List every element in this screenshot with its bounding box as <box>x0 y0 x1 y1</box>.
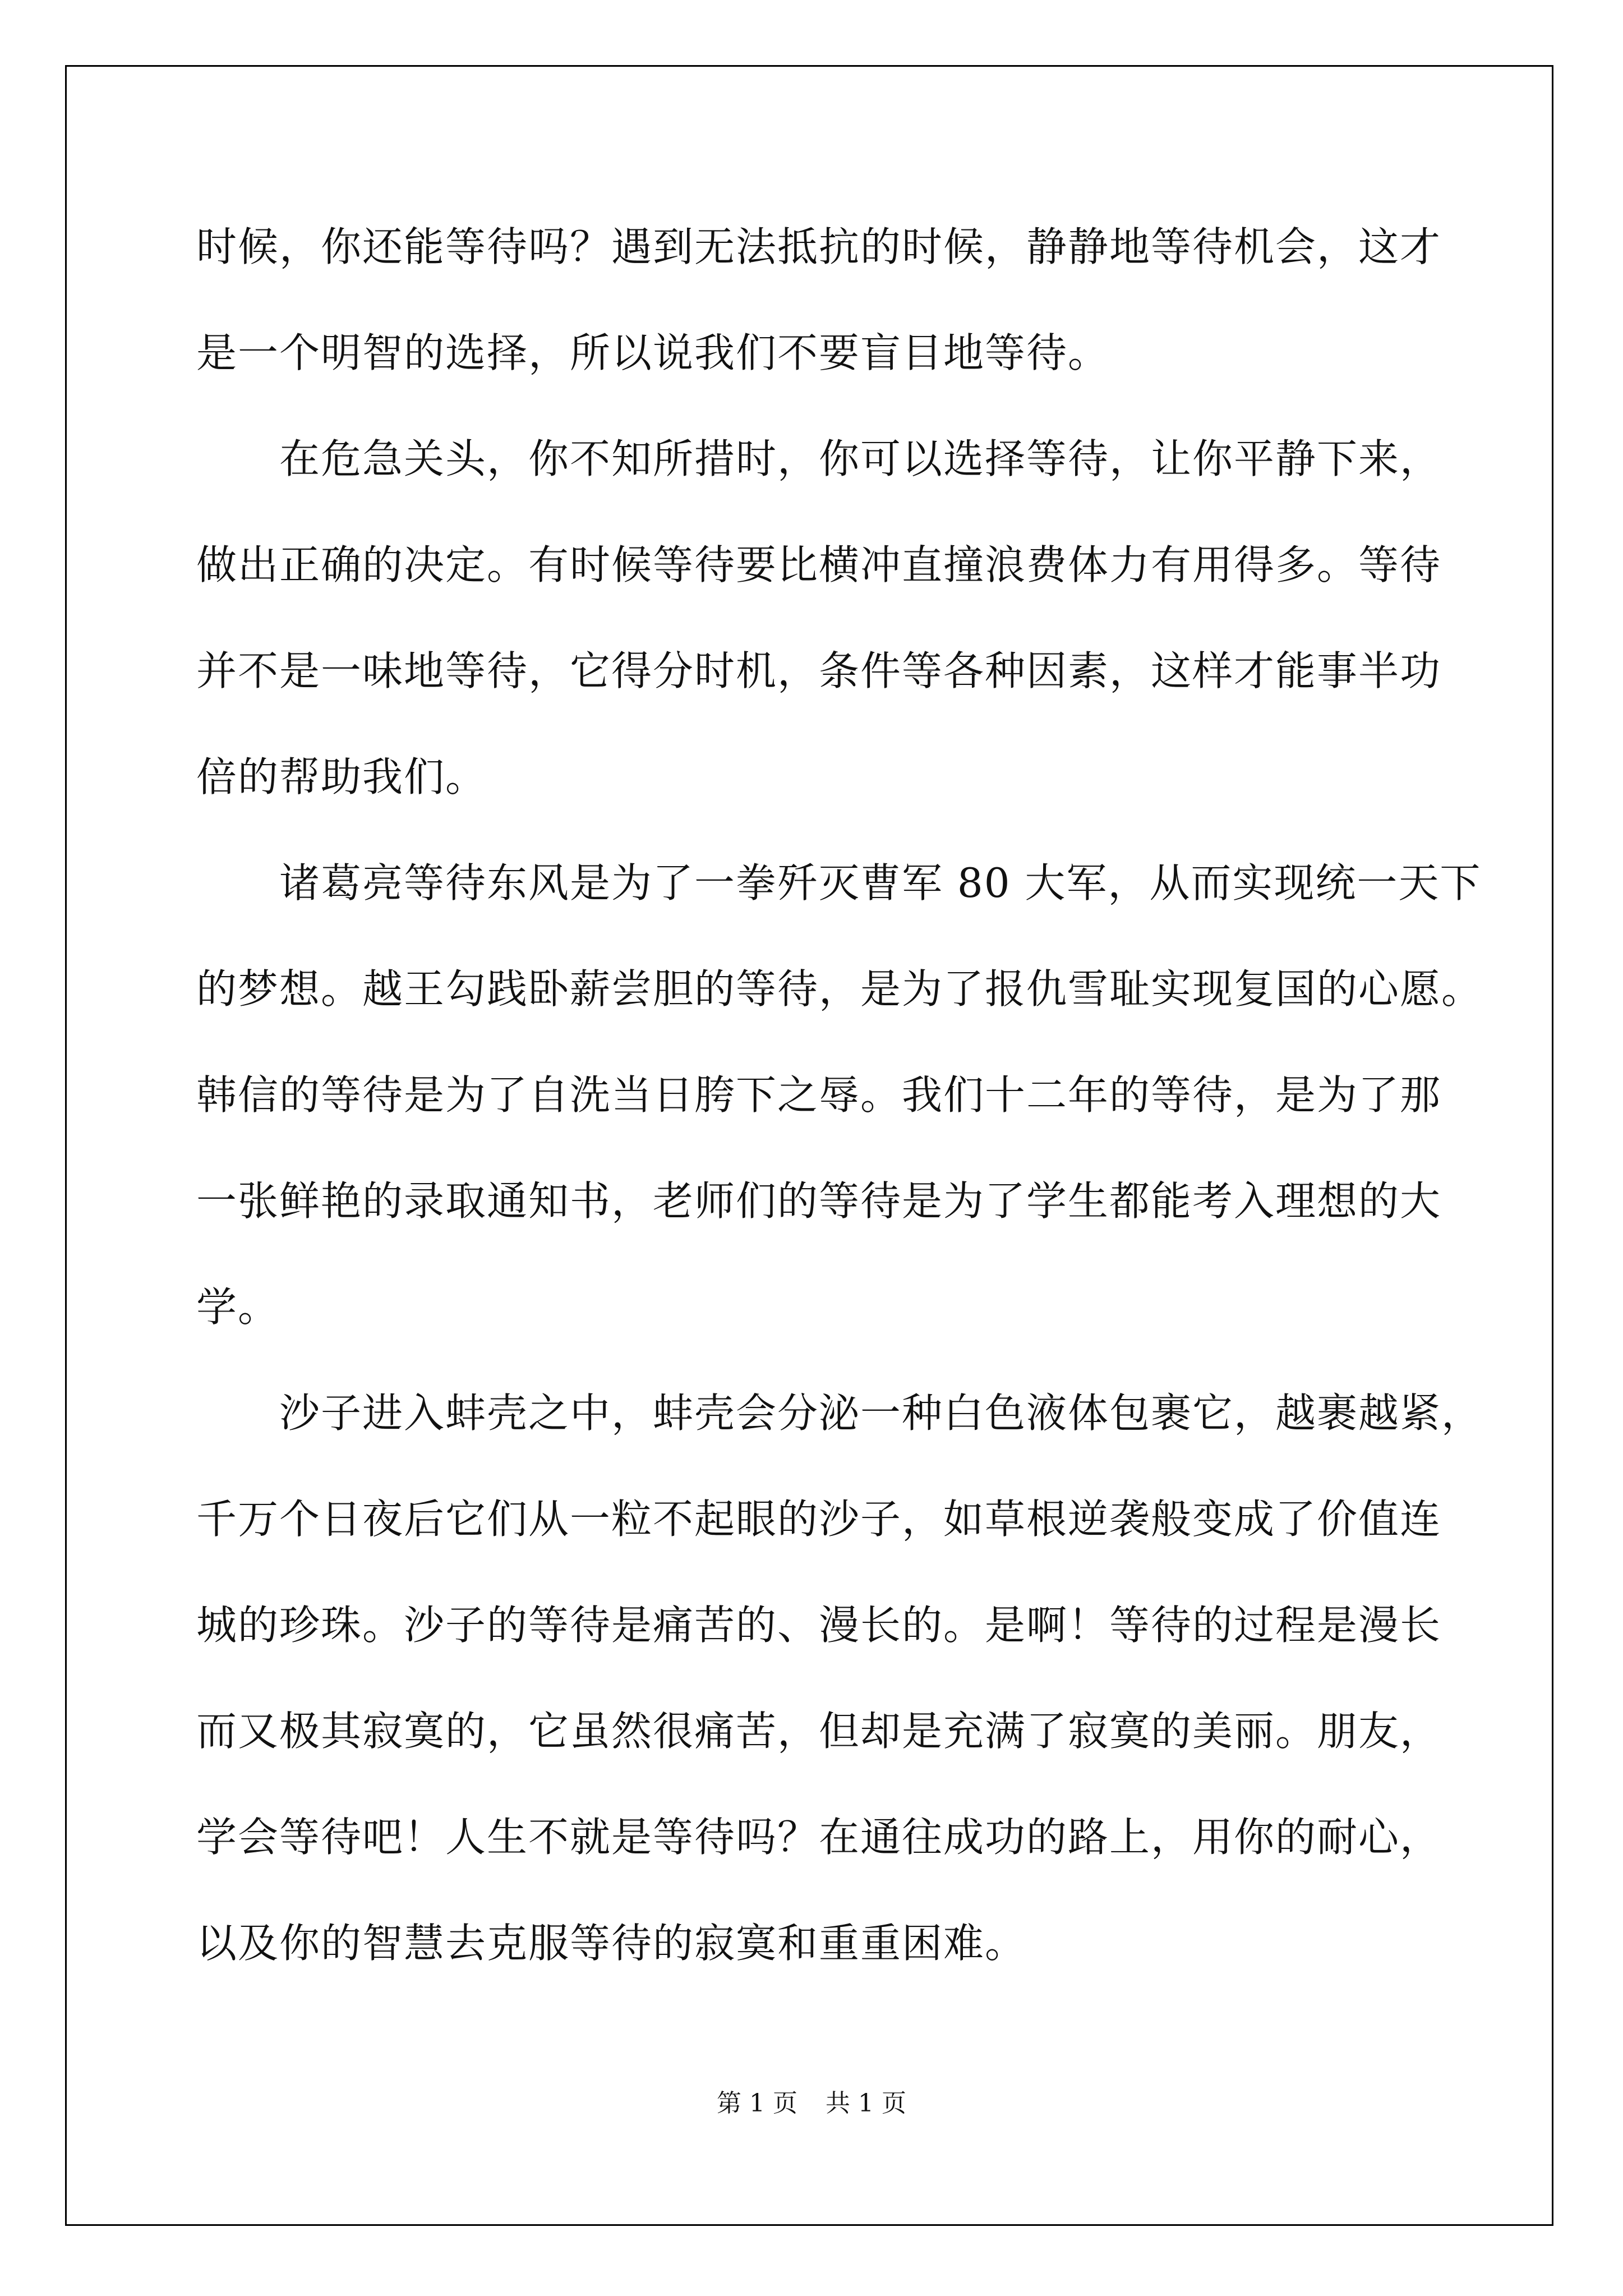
text-line: 做出正确的决定。有时候等待要比横冲直撞浪费体力有用得多。等待 <box>196 541 1442 588</box>
text-line: 学。 <box>196 1283 280 1331</box>
page-number: 第 1 页 <box>717 2089 797 2118</box>
document-body <box>196 220 1483 2022</box>
paragraph-start-line: 诸葛亮等待东风是为了一拳歼灭曹军 80 大军，从而实现统一天下 <box>279 859 1482 907</box>
text-line: 韩信的等待是为了自洗当日胯下之辱。我们十二年的等待，是为了那 <box>196 1071 1442 1119</box>
text-line: 一张鲜艳的录取通知书，老师们的等待是为了学生都能考入理想的大 <box>196 1177 1442 1225</box>
text-line: 并不是一味地等待，它得分时机，条件等各种因素，这样才能事半功 <box>196 647 1442 694</box>
paragraph-start-line: 在危急关头，你不知所措时，你可以选择等待，让你平静下来， <box>279 435 1442 482</box>
text-line: 以及你的智慧去克服等待的寂寞和重重困难。 <box>196 1920 1027 1967</box>
text-line: 的梦想。越王勾践卧薪尝胆的等待，是为了报仇雪耻实现复国的心愿。 <box>196 965 1483 1013</box>
text-line: 城的珍珠。沙子的等待是痛苦的、漫长的。是啊！等待的过程是漫长 <box>196 1602 1442 1649</box>
text-line: 时候，你还能等待吗？遇到无法抵抗的时候，静静地等待机会，这才 <box>196 223 1442 270</box>
text-line: 学会等待吧！人生不就是等待吗？在通往成功的路上，用你的耐心， <box>196 1814 1442 1861</box>
text-line: 是一个明智的选择，所以说我们不要盲目地等待。 <box>196 329 1110 376</box>
text-line: 而又极其寂寞的，它虽然很痛苦，但却是充满了寂寞的美丽。朋友， <box>196 1708 1442 1755</box>
paragraph-start-line: 沙子进入蚌壳之中，蚌壳会分泌一种白色液体包裹它，越裹越紧， <box>279 1389 1483 1437</box>
page-total: 共 1 页 <box>826 2089 906 2118</box>
text-line: 倍的帮助我们。 <box>196 753 487 800</box>
page-footer <box>0 2087 1623 2120</box>
text-line: 千万个日夜后它们从一粒不起眼的沙子，如草根逆袭般变成了价值连 <box>196 1496 1442 1543</box>
